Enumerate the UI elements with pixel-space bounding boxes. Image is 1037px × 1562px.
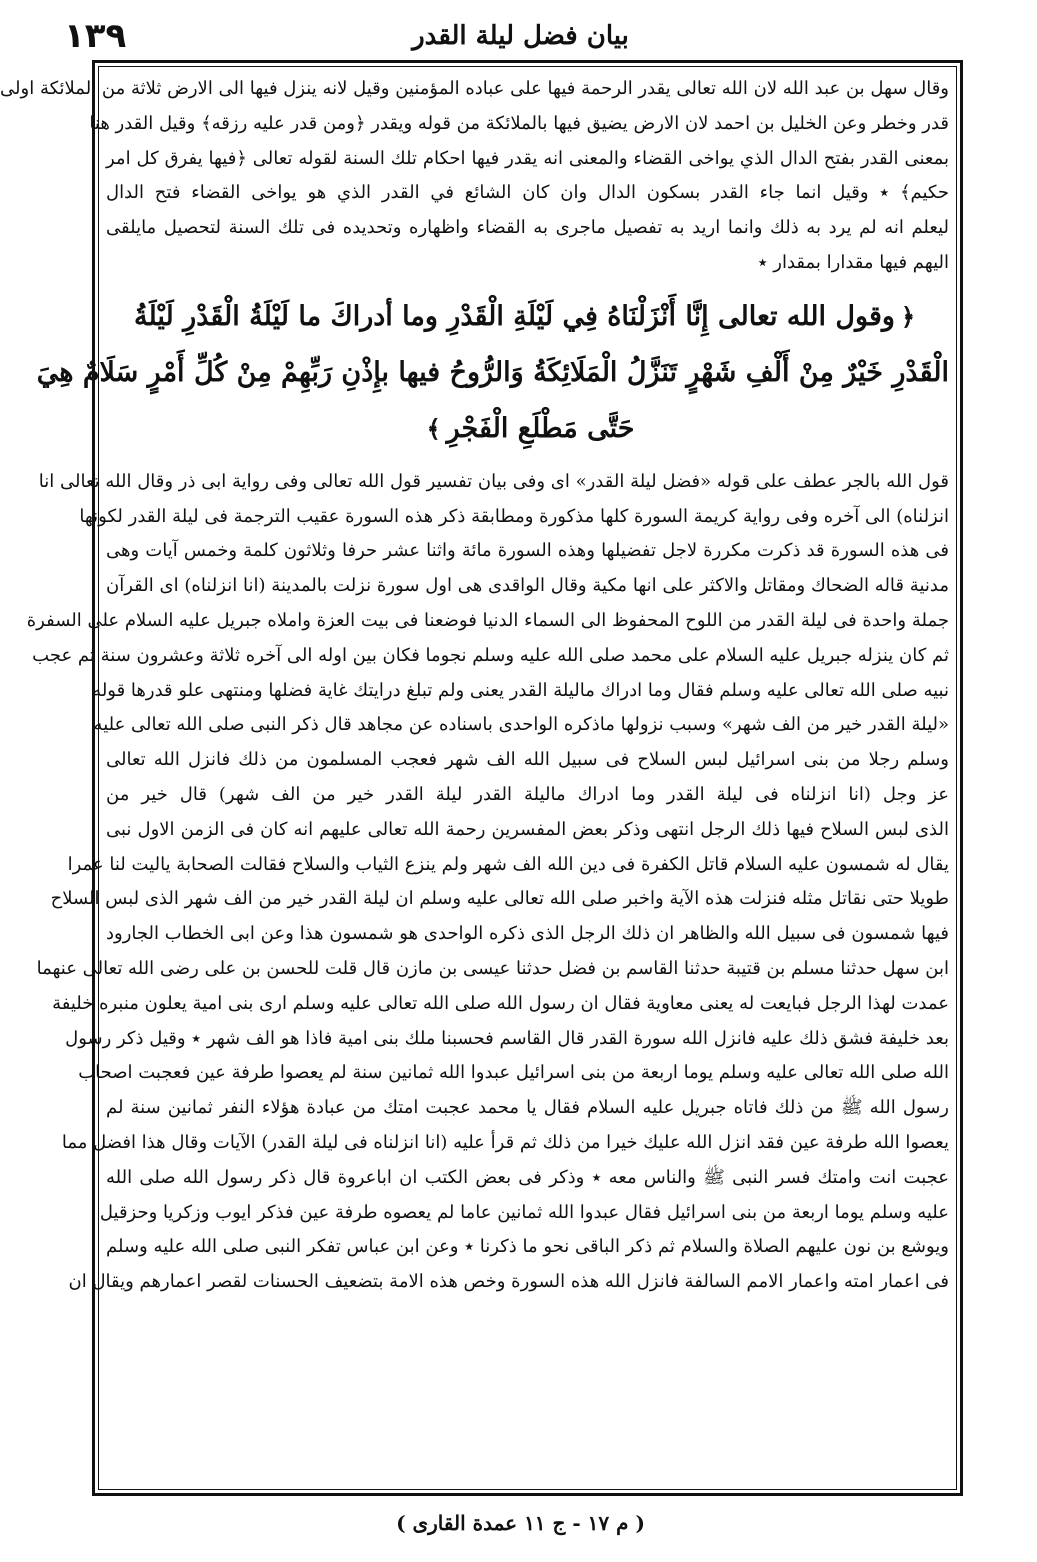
text-line: فى هذه السورة قد ذكرت مكررة لاجل تفضيلها وهذه السورة مائة واثنا عشر حرفا وثلاثون كلمة وخمس آيات وهى: [106, 540, 949, 562]
text-line: الذى لبس السلاح فيها ذلك الرجل انتهى وذكر بعض المفسرين رحمة الله تعالى عليهم انه كان فى الزمن الاول نبى: [106, 818, 949, 840]
text-line: «ليلة القدر خير من الف شهر» وسبب نزولها ماذكره الواحدى باسناده عن مجاهد قال ذكر النبى صلى الله تعالى عليه: [93, 714, 949, 736]
page-number: ١٣٩: [64, 16, 127, 56]
verse-line: [106, 289, 949, 345]
text-line: عليه وسلم يوما اربعة من بنى اسرائيل فقال عبدوا الله ثمانين عاما لم يعصوه طرفة عين فذكر ايوب وزكريا وحزقيل: [99, 1201, 949, 1223]
text-line: فى اعمار امته واعمار الامم السالفة فانزل الله هذه السورة وخص هذه الامة بتضعيف الحسنات لقصر اعمارهم ويقال ان: [68, 1271, 949, 1293]
text-line: يعصوا الله طرفة عين فقد انزل الله عليك خيرا من ذلك ثم قرأ عليه (انا انزلناه فى ليلة القدر) الآيات وقال هذا افضل مما: [61, 1131, 949, 1153]
text-line: مدنية قاله الضحاك ومقاتل والاكثر على انها مكية وقال الواقدى هى اول سورة نزلت بالمدينة (انا انزلناه) اى القرآن: [106, 575, 949, 597]
commentary-paragraph-2: [26, 465, 949, 1300]
text-line: يقال له شمسون عليه السلام قاتل الكفرة فى دين الله الف شهر ولم ينزع الثياب والسلاح فقالت الصحابة ياليت لنا عمرا: [67, 853, 949, 875]
text-line: الله صلى الله تعالى عليه وسلم يوما اربعة من بنى اسرائيل عبدوا الله ثمانين سنة لم يعصوا طرفة عين فعجبت اصحاب: [78, 1062, 949, 1084]
footer-signature: ( م ١٧ - ج ١١ عمدة القارى ): [396, 1511, 645, 1535]
verse-text: حَتَّى مَطْلَعِ الْفَجْرِ: [446, 412, 635, 444]
text-line: وقال سهل بن عبد الله لان الله تعالى يقدر الرحمة فيها على عباده المؤمنين وقيل لانه ينزل فيها الى الارض ثلاثة من الملائكة اولى: [0, 78, 949, 99]
commentary-paragraph-1: [0, 72, 949, 281]
text-line: طويلا حتى نقاتل مثله فنزلت هذه الآية واخبر صلى الله تعالى عليه وسلم ان ليلة القدر خير من الف شهر الذى لبس السلاح: [50, 888, 949, 910]
text-line: رسول الله ﷺ من ذلك فاتاه جبريل عليه السلام فقال يا محمد عجبت امتك من عبادة هؤلاء النفر ثمانين سنة لم: [106, 1097, 949, 1119]
quran-verse-heading: [36, 289, 949, 457]
main-text: [0, 72, 949, 1484]
text-line: ابن سهل حدثنا مسلم بن قتيبة حدثنا القاسم بن فضل حدثنا عيسى بن مازن قال قلت للحسن بن على رضى الله تعالى عنهما: [36, 957, 949, 979]
text-line: فيها شمسون فى سبيل الله والظاهر ان ذلك الرجل الذى ذكره الواحدى هو شمسون هذا وعن ابى الخطاب الجارود: [106, 923, 949, 945]
text-line: ثم كان ينزله جبريل عليه السلام على محمد صلى الله عليه وسلم نجوما فكان بين اوله الى آخره ثلاثة وعشرون سنة ثم عجب: [32, 644, 949, 666]
text-line: ويوشع بن نون عليهم الصلاة والسلام ثم ذكر الباقى نحو ما ذكرنا ٭ وعن ابن عباس تفكر النبى صلى الله عليه وسلم: [106, 1236, 949, 1258]
verse-line: الْقَدْرِ خَيْرٌ مِنْ أَلْفِ شَهْرٍ تَنَزَّلُ الْمَلَائِكَةُ وَالرُّوحُ فيها بإِذْنِ رَبِّهِمْ مِنْ كُلِّ أَمْرٍ سَلَامٌ هِيَ: [36, 356, 949, 388]
text-line: قدر وخطر وعن الخليل بن احمد لان الارض يضيق فيها بالملائكة من قوله ويقدر ﴿ومن قدر عليه رزقه﴾ وقيل القدر هنا: [89, 112, 949, 134]
text-line: وسلم رجلا من بنى اسرائيل لبس السلاح فى سبيل الله الف شهر فعجب المسلمون من ذلك فانزل الله تعالى: [106, 749, 949, 771]
text-line: انزلناه) الى آخره وفى رواية كريمة السورة كلها مذكورة ومطابقة ذكر هذه السورة عقيب الترجمة فى ليلة القدر لكونها: [79, 505, 949, 527]
text-line: نبيه صلى الله تعالى عليه وسلم فقال وما ادراك ماليلة القدر يعنى ولم تبلغ درايتك غاية فضلها ومنتهى علو قدرها قوله: [92, 679, 949, 701]
ornament-open: ﴿: [900, 302, 916, 331]
text-line: بعد خليفة فشق ذلك عليه فانزل الله سورة القدر قال القاسم فحسبنا ملك بنى امية فاذا هو الف شهر ٭ وقيل ذكر رسول: [65, 1027, 949, 1049]
text-line: قول الله بالجر عطف على قوله «فضل ليلة القدر» اى وفى بيان تفسير قول الله تعالى وفى رواية ابى ذر وقال الله تعالى انا: [38, 470, 949, 492]
text-line: عز وجل (انا انزلناه فى ليلة القدر وما ادراك ماليلة القدر ليلة القدر خير من الف شهر) قال خير من: [106, 783, 949, 805]
verse-line: [106, 401, 949, 457]
text-line: عجبت انت وامتك فسر النبى ﷺ والناس معه ٭ وذكر فى بعض الكتب ان اباعروة قال ذكر رسول الله صلى الله: [106, 1166, 949, 1188]
text-line: ليعلم انه لم يرد به ذلك وانما اريد به تفصيل ماجرى به القضاء واظهاره وتحديده فى تلك السنة لتحصيل مايلقى: [106, 217, 949, 239]
running-title: بيان فضل ليلة القدر: [412, 21, 629, 51]
ornament-close: ﴾: [426, 414, 441, 443]
text-line: بمعنى القدر بفتح الدال الذي يواخى القضاء والمعنى انه يقدر فيها احكام تلك السنة لقوله تعالى ﴿فيها يفرق كل امر: [106, 147, 949, 169]
text-line: جملة واحدة فى ليلة القدر من اللوح المحفوظ الى السماء الدنيا فوضعنا فى بيت العزة واملاه جبريل عليه السلام على السفرة: [26, 609, 949, 631]
text-line: عمدت لهذا الرجل فبايعت له يعنى معاوية فقال ان رسول الله صلى الله تعالى عليه وسلم ارى بنى امية يعلون منبره خليفة: [52, 992, 949, 1014]
text-line: اليهم فيها مقدارا بمقدار ٭: [757, 251, 949, 273]
verse-text: وقول الله تعالى إِنَّا أَنْزَلْنَاهُ فِي لَيْلَةِ الْقَدْرِ وما أدراكَ ما لَيْلَةُ الْقَدْرِ لَيْلَةُ: [133, 300, 895, 332]
text-line: حكيم﴾ ٭ وقيل انما جاء القدر بسكون الدال وان كان الشائع في القدر الذي هو يواخى القضاء فتح الدال: [106, 182, 949, 204]
